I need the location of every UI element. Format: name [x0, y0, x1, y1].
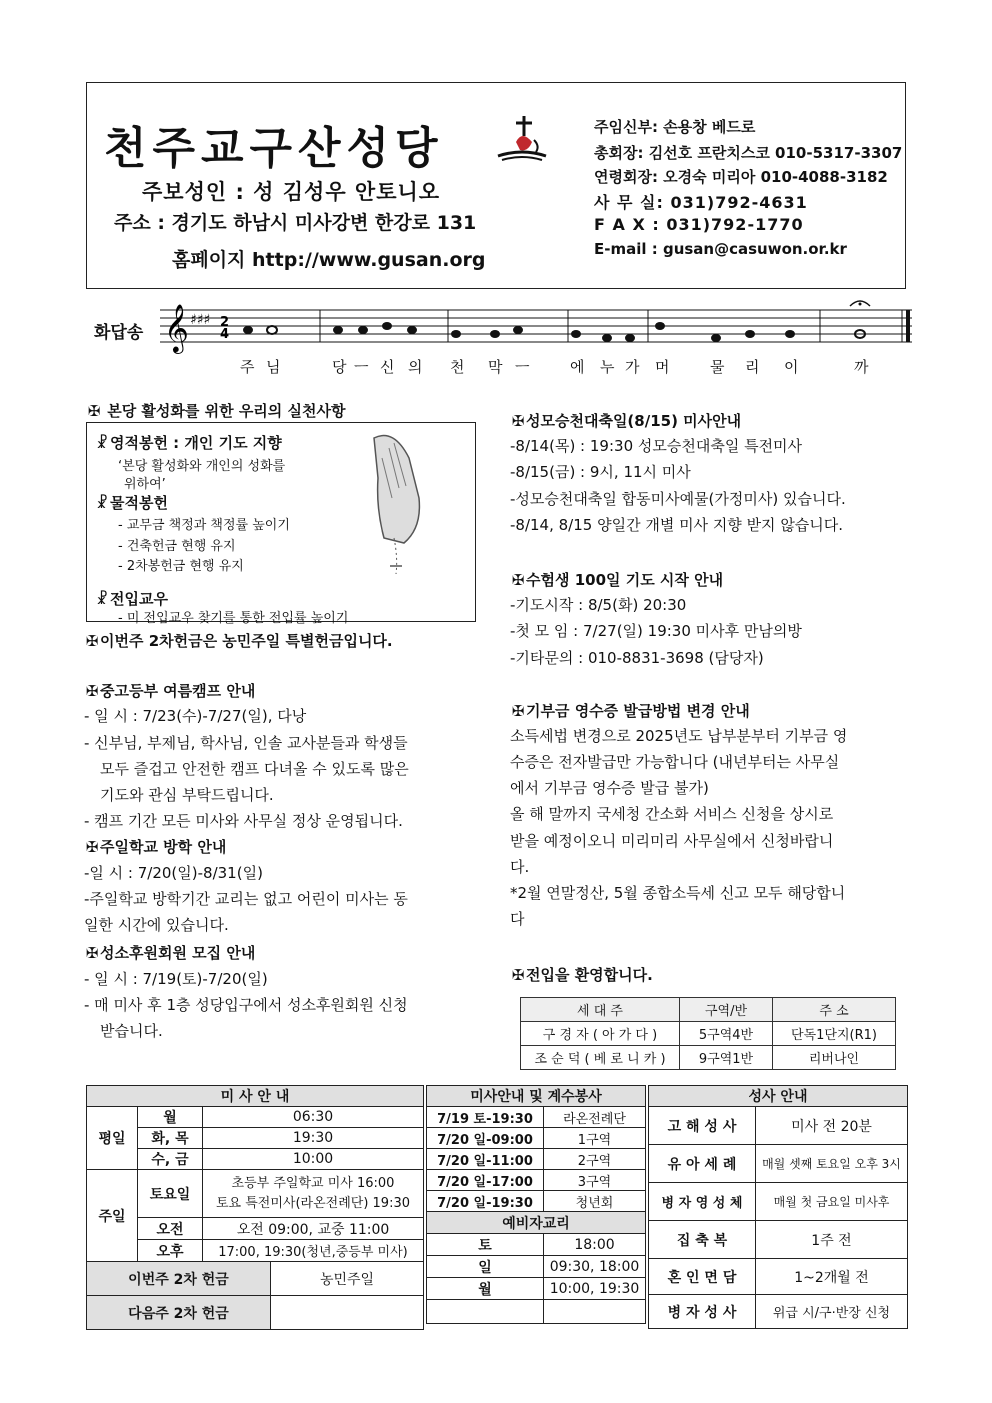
praying-hands-icon — [364, 428, 434, 578]
lyric-syllable: 당 — [332, 358, 347, 376]
service-group: 청년회 — [544, 1191, 646, 1212]
sacrament-name: 집 축 복 — [649, 1221, 756, 1259]
practice-heading — [86, 400, 345, 421]
cross-icon: ✠ — [85, 632, 99, 650]
catechism-time: 18:00 — [544, 1234, 646, 1256]
material-offering-heading — [94, 492, 168, 513]
table-cell: 리버나인 — [773, 1046, 896, 1070]
service-group: 2구역 — [544, 1149, 646, 1170]
sacraments-table — [648, 1085, 908, 1329]
morning-label: 오전 — [138, 1218, 203, 1240]
assumption-title: 성모승천대축일(8/15) 미사안내 — [526, 412, 742, 430]
service-group: 3구역 — [544, 1170, 646, 1191]
exam-prayer-line: -첫 모 임 : 7/27(일) 19:30 미사후 만남의방 — [510, 622, 802, 640]
parish-name: 천주교구산성당 — [104, 123, 444, 174]
relics-title: 성소후원회원 모집 안내 — [100, 944, 256, 962]
table-header-row — [521, 998, 896, 1022]
spiritual-line: 위하여’ — [124, 477, 166, 492]
weekday-label: 평일 — [87, 1107, 138, 1170]
svg-text:2: 2 — [220, 315, 230, 330]
day-label: 수, 금 — [138, 1149, 203, 1170]
camp-line: - 일 시 : 7/23(수)-7/27(일), 다낭 — [84, 707, 307, 725]
table-cell: 조 순 덕 ( 베 로 니 카 ) — [521, 1046, 680, 1070]
cross-icon: ✠ — [87, 402, 101, 420]
sacrament-info: 1주 전 — [756, 1221, 908, 1259]
lyrics-line — [160, 356, 912, 376]
table-row — [521, 1022, 896, 1046]
practice-title: 본당 활성화를 위한 우리의 실천사항 — [107, 402, 346, 420]
catechism-time: 09:30, 18:00 — [544, 1256, 646, 1278]
sacrament-name: 병 자 영 성 체 — [649, 1183, 756, 1221]
service-date: 7/20 일-19:30 — [427, 1191, 544, 1212]
cross-icon: ✠ — [85, 944, 99, 962]
table-cell: 구 경 자 ( 아 가 다 ) — [521, 1022, 680, 1046]
parish-logo-icon — [494, 112, 550, 170]
sunday-school-line: -일 시 : 7/20(일)-8/31(일) — [84, 864, 263, 882]
cross-icon: ✠ — [85, 838, 99, 856]
spiritual-title: 영적봉헌 : 개인 기도 지향 — [110, 434, 282, 452]
lyric-syllable: 까 — [854, 358, 869, 376]
receipt-line: 수증은 전자발급만 가능합니다 (내년부터는 사무실 — [510, 753, 840, 771]
transfer-title: 전입교우 — [110, 590, 168, 608]
column-header: 구역/반 — [680, 998, 773, 1022]
welcome-title: 전입을 환영합니다. — [526, 966, 653, 984]
evening-mass-time: 17:00, 19:30(청년,중등부 미사) — [203, 1240, 424, 1262]
sacraments-table-title: 성사 안내 — [649, 1086, 908, 1107]
sacrament-info: 미사 전 20분 — [756, 1107, 908, 1145]
lyric-syllable: 주 — [240, 358, 255, 376]
mass-time: 19:30 — [203, 1128, 424, 1149]
relics-line: 받습니다. — [100, 1022, 163, 1040]
sacrament-info: 1~2개월 전 — [756, 1259, 908, 1295]
receipt-line: 받을 예정이오니 미리미리 사무실에서 신청바랍니 — [510, 832, 834, 850]
saturday-label: 토요일 — [138, 1170, 203, 1218]
spiritual-offering-heading — [94, 432, 282, 453]
receipt-line: 소득세법 변경으로 2025년도 납부분부터 기부금 영 — [510, 727, 848, 745]
catechism-day: 토 — [427, 1234, 544, 1256]
service-date: 7/20 일-11:00 — [427, 1149, 544, 1170]
email-address[interactable]: E-mail : gusan@casuwon.or.kr — [594, 240, 847, 258]
material-line: - 교무금 책정과 책정률 높이기 — [118, 518, 290, 533]
sacrament-name: 유 아 세 례 — [649, 1145, 756, 1183]
sacrament-name: 병 자 성 사 — [649, 1295, 756, 1329]
relics-line: - 일 시 : 7/19(토)-7/20(일) — [84, 970, 268, 988]
lyric-syllable: 에 — [570, 358, 585, 376]
day-label: 월 — [138, 1107, 203, 1128]
mass-time: 10:00 — [203, 1149, 424, 1170]
camp-line: 기도와 관심 부탁드립니다. — [100, 786, 274, 804]
receipt-heading — [510, 700, 750, 721]
svg-text:4: 4 — [220, 327, 230, 342]
cross-icon: ✠ — [511, 702, 525, 720]
exam-prayer-line: -기도시작 : 8/5(화) 20:30 — [510, 596, 687, 614]
chi-rho-icon: ☧ — [96, 590, 108, 608]
service-date: 7/20 일-09:00 — [427, 1128, 544, 1149]
music-staff — [160, 298, 912, 356]
catechism-time: 10:00, 19:30 — [544, 1278, 646, 1300]
lyric-syllable: 리 — [745, 358, 760, 376]
exam-prayer-line: -기타문의 : 010-8831-3698 (담당자) — [510, 649, 764, 667]
saturday-mass-line: 토요 특전미사(라온전례단) 19:30 — [215, 1195, 410, 1211]
svg-text:♯♯♯: ♯♯♯ — [190, 312, 211, 328]
lyric-syllable: 신 — [380, 358, 395, 376]
second-collection-note — [84, 630, 393, 651]
assumption-line: -성모승천대축일 합동미사예물(가정미사) 있습니다. — [510, 490, 846, 508]
receipt-title: 기부금 영수증 발급방법 변경 안내 — [526, 702, 750, 720]
lyric-syllable: 가 — [625, 358, 640, 376]
material-title: 물적봉헌 — [110, 494, 168, 512]
receipt-line: 다 — [510, 910, 525, 928]
lyric-dash: ㅡ — [354, 358, 369, 376]
spiritual-line: ‘본당 활성화와 개인의 성화를 — [118, 459, 286, 474]
pastor-contact: 주임신부: 손용창 베드로 — [594, 118, 756, 136]
fax-number: F A X : 031)792-1770 — [594, 215, 804, 234]
this-week-collection-label: 이번주 2차 헌금 — [87, 1262, 271, 1296]
camp-line: - 캠프 기간 모든 미사와 사무실 정상 운영됩니다. — [84, 812, 403, 830]
service-date: 7/20 일-17:00 — [427, 1170, 544, 1191]
column-header: 세 대 주 — [521, 998, 680, 1022]
welcome-heading — [510, 964, 653, 985]
lyric-syllable: 머 — [655, 358, 670, 376]
president-contact: 총회장: 김선호 프란치스코 010-5317-3307 — [594, 144, 903, 162]
receipt-line: *2월 연말정산, 5월 종합소득세 신고 모두 해당합니 — [510, 884, 846, 902]
service-date: 7/19 토-19:30 — [427, 1107, 544, 1128]
saturday-mass-line: 초등부 주일학교 미사 16:00 — [231, 1175, 395, 1191]
receipt-line: 다. — [510, 858, 530, 876]
sacrament-info: 매월 첫 금요일 미사후 — [756, 1183, 908, 1221]
cross-icon: ✠ — [511, 412, 525, 430]
chi-rho-icon: ☧ — [96, 494, 108, 512]
catechism-day: 일 — [427, 1256, 544, 1278]
mass-table-title: 미 사 안 내 — [87, 1086, 424, 1107]
service-table-title: 미사안내 및 계수봉사 — [427, 1086, 646, 1107]
evening-label: 오후 — [138, 1240, 203, 1262]
cross-icon: ✠ — [511, 571, 525, 589]
column-header: 주 소 — [773, 998, 896, 1022]
camp-line: - 신부님, 부제님, 학사님, 인솔 교사분들과 학생들 — [84, 734, 408, 752]
mass-time: 06:30 — [203, 1107, 424, 1128]
table-cell: 단독1단지(R1) — [773, 1022, 896, 1046]
homepage-link[interactable]: 홈페이지 http://www.gusan.org — [172, 249, 486, 271]
lyric-syllable: 누 — [600, 358, 615, 376]
sunday-school-line: -주일학교 방학기간 교리는 없고 어린이 미사는 동 — [84, 890, 408, 908]
table-row — [521, 1046, 896, 1070]
material-line: - 2차봉헌금 현행 유지 — [118, 559, 244, 574]
second-collection-text: 이번주 2차헌금은 농민주일 특별헌금입니다. — [100, 632, 393, 650]
transfer-line: - 미 전입교우 찾기를 통한 전입률 높이기 — [118, 611, 349, 626]
relics-line: - 매 미사 후 1층 성당입구에서 성소후원회원 신청 — [84, 996, 408, 1014]
address: 주소 : 경기도 하남시 미사강변 한강로 131 — [114, 212, 477, 234]
patron-saint: 주보성인 : 성 김성우 안토니오 — [142, 180, 441, 204]
lyric-syllable: 막 — [488, 358, 503, 376]
exam-prayer-heading — [510, 569, 723, 590]
lyric-syllable: 의 — [408, 358, 423, 376]
receipt-line: 올 해 말까지 국세청 간소화 서비스 신청을 상시로 — [510, 805, 834, 823]
catechism-day: 월 — [427, 1278, 544, 1300]
exam-prayer-title: 수험생 100일 기도 시작 안내 — [526, 571, 724, 589]
relics-heading — [84, 942, 255, 963]
camp-title: 중고등부 여름캠프 안내 — [100, 682, 256, 700]
assumption-heading — [510, 410, 741, 431]
cross-icon: ✠ — [511, 966, 525, 984]
lyric-syllable: 물 — [710, 358, 725, 376]
next-week-collection-value — [271, 1296, 424, 1330]
sunday-school-title: 주일학교 방학 안내 — [100, 838, 227, 856]
sunday-school-line: 일한 시간에 있습니다. — [84, 916, 229, 934]
office-phone: 사 무 실: 031)792-4631 — [594, 193, 808, 212]
material-line: - 건축헌금 현행 유지 — [118, 539, 236, 554]
sunday-label: 주일 — [87, 1170, 138, 1262]
service-table — [426, 1085, 646, 1324]
cross-icon: ✠ — [85, 682, 99, 700]
svg-text:𝄞: 𝄞 — [164, 303, 189, 352]
new-families-table — [520, 997, 896, 1070]
receipt-line: 에서 기부금 영수증 발급 불가) — [510, 779, 709, 797]
lyric-syllable: 님 — [266, 358, 281, 376]
day-label: 화, 목 — [138, 1128, 203, 1149]
transfer-heading — [94, 588, 168, 609]
lyric-syllable: 천 — [450, 358, 465, 376]
chi-rho-icon: ☧ — [96, 434, 108, 452]
camp-line: 모두 즐겁고 안전한 캠프 다녀올 수 있도록 많은 — [100, 760, 409, 778]
sunday-school-heading — [84, 836, 226, 857]
camp-heading — [84, 680, 255, 701]
mass-schedule-table — [86, 1085, 424, 1330]
sacrament-info: 위급 시/구·반장 신청 — [756, 1295, 908, 1329]
funeral-contact: 연령회장: 오경숙 미리아 010-4088-3182 — [594, 168, 888, 186]
lyric-dash: ㅡ — [515, 358, 530, 376]
table-cell: 9구역1반 — [680, 1046, 773, 1070]
sacrament-info: 매월 셋째 토요일 오후 3시 — [756, 1145, 908, 1183]
next-week-collection-label: 다음주 2차 헌금 — [87, 1296, 271, 1330]
responsorial-label: 화답송 — [94, 323, 144, 343]
table-cell: 5구역4반 — [680, 1022, 773, 1046]
service-group: 1구역 — [544, 1128, 646, 1149]
lyric-syllable: 이 — [784, 358, 799, 376]
service-group: 라온전례단 — [544, 1107, 646, 1128]
catechism-title: 예비자교리 — [427, 1212, 646, 1234]
sacrament-name: 고 해 성 사 — [649, 1107, 756, 1145]
this-week-collection-value: 농민주일 — [271, 1262, 424, 1296]
assumption-line: -8/15(금) : 9시, 11시 미사 — [510, 463, 691, 481]
morning-mass-time: 오전 09:00, 교중 11:00 — [203, 1218, 424, 1240]
sacrament-name: 혼 인 면 담 — [649, 1259, 756, 1295]
assumption-line: -8/14(목) : 19:30 성모승천대축일 특전미사 — [510, 437, 803, 455]
assumption-line: -8/14, 8/15 양일간 개별 미사 지향 받지 않습니다. — [510, 516, 844, 534]
